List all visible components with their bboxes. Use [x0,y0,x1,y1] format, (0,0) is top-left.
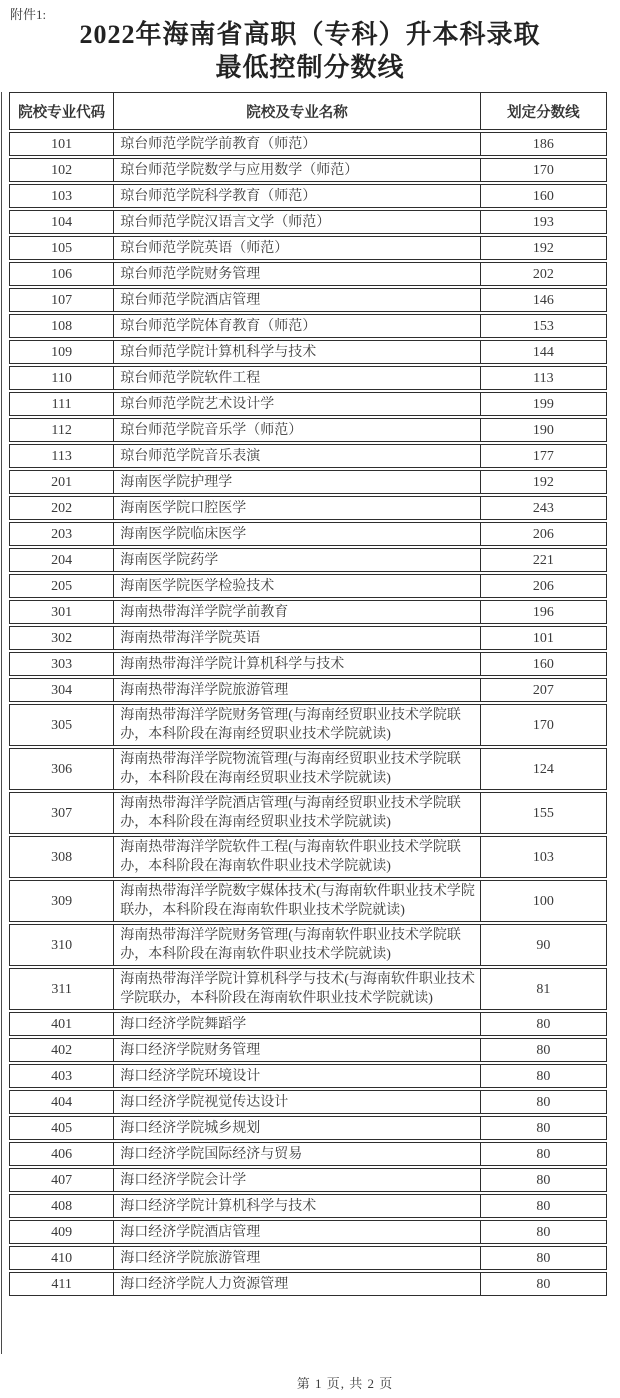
cell-code: 311 [9,968,114,1010]
cell-name: 海南热带海洋学院财务管理(与海南软件职业技术学院联办，本科阶段在海南软件职业技术学院就读) [114,924,481,966]
cell-code: 410 [9,1246,114,1270]
cell-score: 80 [481,1142,607,1166]
cell-name: 琼台师范学院英语（师范） [114,236,481,260]
cell-score: 186 [481,132,607,156]
cell-name: 海口经济学院国际经济与贸易 [114,1142,481,1166]
cell-score: 192 [481,236,607,260]
cell-name: 琼台师范学院汉语言文学（师范） [114,210,481,234]
cell-code: 405 [9,1116,114,1140]
cell-code: 402 [9,1038,114,1062]
cell-score: 160 [481,652,607,676]
table-row [9,470,607,494]
cell-name: 海南医学院护理学 [114,470,481,494]
cell-code: 303 [9,652,114,676]
cell-code: 309 [9,880,114,922]
table-row [9,522,607,546]
table-row [9,210,607,234]
cell-score: 144 [481,340,607,364]
cell-score: 90 [481,924,607,966]
cell-code: 113 [9,444,114,468]
cell-code: 112 [9,418,114,442]
cell-score: 80 [481,1012,607,1036]
cell-score: 80 [481,1064,607,1088]
table-row [9,1064,607,1088]
cell-score: 101 [481,626,607,650]
cell-name: 琼台师范学院音乐学（师范） [114,418,481,442]
cell-score: 192 [481,470,607,494]
cell-code: 104 [9,210,114,234]
cell-code: 201 [9,470,114,494]
cell-name: 海口经济学院人力资源管理 [114,1272,481,1296]
cell-code: 310 [9,924,114,966]
cell-code: 403 [9,1064,114,1088]
cell-name: 海南热带海洋学院英语 [114,626,481,650]
table-row [9,1142,607,1166]
table-row [9,314,607,338]
table-row [9,288,607,312]
title-line-2: 最低控制分数线 [215,53,405,82]
cell-name: 海口经济学院会计学 [114,1168,481,1192]
cell-score: 199 [481,392,607,416]
header-college-major-name: 院校及专业名称 [114,92,481,130]
table-row [9,704,607,746]
header-cutoff-score: 划定分数线 [481,92,607,130]
cell-name: 海口经济学院环境设计 [114,1064,481,1088]
cell-score: 124 [481,748,607,790]
cell-score: 155 [481,792,607,834]
cell-name: 海南热带海洋学院计算机科学与技术 [114,652,481,676]
table-header-row [9,92,607,130]
cell-score: 207 [481,678,607,702]
cell-code: 301 [9,600,114,624]
cell-code: 407 [9,1168,114,1192]
cell-score: 193 [481,210,607,234]
cell-name: 海南医学院药学 [114,548,481,572]
title-line-1: 2022年海南省高职（专科）升本科录取 [79,20,541,49]
cell-name: 琼台师范学院酒店管理 [114,288,481,312]
cell-score: 80 [481,1246,607,1270]
cell-score: 80 [481,1090,607,1114]
table-row [9,548,607,572]
cell-score: 80 [481,1272,607,1296]
cell-name: 海南热带海洋学院财务管理(与海南经贸职业技术学院联办，本科阶段在海南经贸职业技术学院就读) [114,704,481,746]
cell-score: 146 [481,288,607,312]
cell-score: 221 [481,548,607,572]
page-edge-line [1,92,2,1354]
table-row [9,496,607,520]
cell-name: 琼台师范学院财务管理 [114,262,481,286]
cell-code: 305 [9,704,114,746]
cell-code: 110 [9,366,114,390]
table-row [9,1168,607,1192]
cell-name: 海口经济学院城乡规划 [114,1116,481,1140]
cell-code: 103 [9,184,114,208]
cell-score: 177 [481,444,607,468]
cell-name: 海南医学院医学检验技术 [114,574,481,598]
table-row [9,392,607,416]
cell-score: 100 [481,880,607,922]
table-row [9,1194,607,1218]
cell-score: 206 [481,522,607,546]
cell-code: 404 [9,1090,114,1114]
table-row [9,626,607,650]
cell-score: 80 [481,1116,607,1140]
table-row [9,678,607,702]
cell-code: 203 [9,522,114,546]
cell-code: 102 [9,158,114,182]
cell-score: 81 [481,968,607,1010]
table-row [9,574,607,598]
cell-name: 琼台师范学院数学与应用数学（师范） [114,158,481,182]
cell-score: 80 [481,1194,607,1218]
cell-code: 108 [9,314,114,338]
table-row [9,1090,607,1114]
cell-score: 196 [481,600,607,624]
cell-name: 琼台师范学院艺术设计学 [114,392,481,416]
table-row [9,924,607,966]
cell-name: 海口经济学院财务管理 [114,1038,481,1062]
cell-name: 海口经济学院视觉传达设计 [114,1090,481,1114]
table-row [9,1246,607,1270]
cell-code: 302 [9,626,114,650]
cell-code: 304 [9,678,114,702]
cell-code: 406 [9,1142,114,1166]
header-college-major-code: 院校专业代码 [9,92,114,130]
cell-code: 202 [9,496,114,520]
table-row [9,262,607,286]
table-row [9,444,607,468]
table-row [9,132,607,156]
cell-name: 琼台师范学院音乐表演 [114,444,481,468]
table-row [9,1220,607,1244]
cell-name: 海南热带海洋学院旅游管理 [114,678,481,702]
cell-name: 海南热带海洋学院学前教育 [114,600,481,624]
cell-code: 205 [9,574,114,598]
cell-name: 海口经济学院酒店管理 [114,1220,481,1244]
cell-code: 409 [9,1220,114,1244]
cell-name: 海南热带海洋学院计算机科学与技术(与海南软件职业技术学院联办，本科阶段在海南软件职业技术学院就读) [114,968,481,1010]
table-row [9,968,607,1010]
table-row [9,836,607,878]
cell-score: 243 [481,496,607,520]
cell-code: 408 [9,1194,114,1218]
cell-name: 海南热带海洋学院软件工程(与海南软件职业技术学院联办，本科阶段在海南软件职业技术学院就读) [114,836,481,878]
cell-name: 海南热带海洋学院酒店管理(与海南经贸职业技术学院联办，本科阶段在海南经贸职业技术学院就读) [114,792,481,834]
score-table [9,90,607,1298]
cell-score: 206 [481,574,607,598]
table-row [9,652,607,676]
table-row [9,1116,607,1140]
attachment-label: 附件1: [10,7,47,22]
cell-score: 113 [481,366,607,390]
table-row [9,1012,607,1036]
cell-name: 海南热带海洋学院物流管理(与海南经贸职业技术学院联办，本科阶段在海南经贸职业技术学院就读) [114,748,481,790]
cell-code: 107 [9,288,114,312]
cell-code: 105 [9,236,114,260]
cell-name: 海南热带海洋学院数字媒体技术(与海南软件职业技术学院联办，本科阶段在海南软件职业技术学院就读) [114,880,481,922]
cell-score: 170 [481,704,607,746]
cell-score: 170 [481,158,607,182]
cell-name: 海口经济学院旅游管理 [114,1246,481,1270]
table-row [9,600,607,624]
cell-code: 306 [9,748,114,790]
cell-code: 101 [9,132,114,156]
table-row [9,158,607,182]
table-row [9,366,607,390]
table-row [9,1272,607,1296]
table-row [9,748,607,790]
cell-code: 307 [9,792,114,834]
table-row [9,236,607,260]
cell-score: 80 [481,1220,607,1244]
cell-code: 109 [9,340,114,364]
cell-score: 153 [481,314,607,338]
cell-name: 琼台师范学院学前教育（师范） [114,132,481,156]
table-row [9,184,607,208]
cell-code: 411 [9,1272,114,1296]
cell-score: 80 [481,1168,607,1192]
table-row [9,418,607,442]
table-row [9,792,607,834]
cell-name: 琼台师范学院体育教育（师范） [114,314,481,338]
cell-name: 海南医学院口腔医学 [114,496,481,520]
cell-code: 111 [9,392,114,416]
cell-score: 160 [481,184,607,208]
cell-name: 琼台师范学院软件工程 [114,366,481,390]
cell-name: 海南医学院临床医学 [114,522,481,546]
cell-name: 海口经济学院计算机科学与技术 [114,1194,481,1218]
cell-code: 308 [9,836,114,878]
document-title [0,0,620,84]
cell-score: 80 [481,1038,607,1062]
cell-score: 202 [481,262,607,286]
cell-score: 190 [481,418,607,442]
cell-code: 204 [9,548,114,572]
cell-name: 琼台师范学院科学教育（师范） [114,184,481,208]
cell-name: 琼台师范学院计算机科学与技术 [114,340,481,364]
table-row [9,1038,607,1062]
cell-name: 海口经济学院舞蹈学 [114,1012,481,1036]
table-body [9,132,607,1296]
table-row [9,880,607,922]
cell-code: 106 [9,262,114,286]
page-number: 第 1 页, 共 2 页 [296,1376,394,1391]
cell-code: 401 [9,1012,114,1036]
table-row [9,340,607,364]
cell-score: 103 [481,836,607,878]
